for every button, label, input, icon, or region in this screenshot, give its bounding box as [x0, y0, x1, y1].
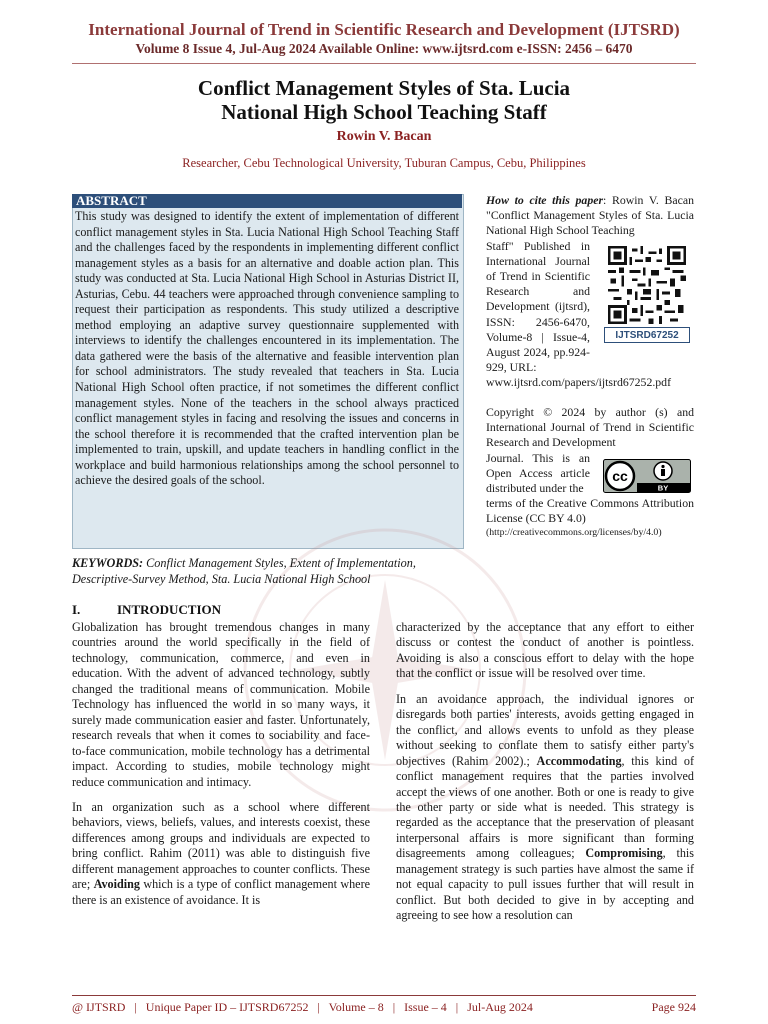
journal-volume-line: Volume 8 Issue 4, Jul-Aug 2024 Available Online: www.ijtsrd.com e-ISSN: 2456 – 6470 [135, 41, 633, 56]
keywords-text: Conflict Management Styles, Extent of Implementation, Descriptive-Survey Method, Sta. Lucia National High School [72, 556, 416, 586]
header-divider [72, 63, 696, 64]
body-paragraph: Globalization has brought tremendous changes in many countries around the world specifically in the field of technology, communication, commerce, and even in education. With the advent of advanced technology, subtly changed the traditional means of communication. Mobile Technology has influenced the world in so many ways, it surely made communication easier and faster. Unfortunately, research reveals that when it comes to sociability and face-to-face communication, mobile technology has a detrimental impact. According to studies, mobile technology might reduce communication and intimacy. [72, 620, 370, 789]
copyright-text-top: Copyright © 2024 by author (s) and International Journal of Trend in Scientific Research and Development [486, 405, 694, 450]
journal-name: International Journal of Trend in Scientific Research and Development (IJTSRD) [88, 20, 680, 39]
creative-commons-icon [603, 459, 691, 493]
paper-title [0, 76, 768, 124]
paper-title-line2: National High School Teaching Staff [221, 100, 547, 124]
page-footer [72, 1000, 696, 1015]
copyright-text-narrow: Journal. This is an Open Access article distributed under the [486, 450, 590, 496]
citation-url[interactable]: www.ijtsrd.com/papers/ijtsrd67252.pdf [486, 375, 672, 390]
abstract-heading: ABSTRACT [72, 194, 462, 208]
svg-text:cc: cc [612, 468, 628, 484]
qr-code-icon [608, 246, 686, 324]
abstract-text: This study was designed to identify the extent of implementation of different conflict management styles in Sta. Lucia National High School Teaching Staff and the challenges faced by the respondents in implementing different conflict management styles as a basis for an alternative and doable action plan. This study was conducted at Sta. Lucia National High School in Asturias District II, Asturias, Cebu. 44 teachers were approached through convenience sampling to request their participation as respondents. This study utilized a descriptive method employing an adaptive survey questionnaire supplemented with interviews to identify the challenges encountered in its implementation. The data gathered were the basis of the alternative and feasible intervention plan for school administrators. The study revealed that teachers in Sta. Lucia National High School often practice, if not sometimes the different conflict management styles. None of the teachers in the school always practiced conflict management styles in facing and resolving the issues and concerns in the school therefore it is recommended that the crafted intervention plan be implemented to train, upskill, and update teachers in handling conflict in the workplace and build harmonious relationships among the school personnel to achieve the desired goals of the school. [75, 209, 459, 488]
copyright-text-bottom: terms of the Creative Commons Attribution License (CC BY 4.0) [486, 496, 694, 526]
body-paragraph: characterized by the acceptance that any effort to either discuss or contest the conduct of another is pointless. Avoiding is also a conscious effort to delay with the hope that the conflict or issue will be resolved over time. [396, 620, 694, 681]
body-column-right [396, 620, 694, 934]
paper-author: Rowin V. Bacan [336, 129, 432, 144]
keywords [72, 555, 472, 587]
license-url[interactable]: (http://creativecommons.org/licenses/by/4.0) [486, 527, 662, 538]
section-title: INTRODUCTION [117, 602, 222, 617]
body-paragraph: In an avoidance approach, the individual ignores or disregards both parties' interests, avoids getting engaged in the conflict, and allows events to unfold as they please without seeking to conflate them to satisfy either party's objectives (Rahim 2002).; Accommodating, this kind of conflict management requires that the parties involved accept the views of one another. Both or one is ready to give the other party or side what is needed. This strategy is regarded as the acceptance that the preservation of pleasant interpersonal affairs is more significant than forming disagreements among colleagues; Compromising, this management strategy is such parties have almost the same if not equal capacity to pull issues further that will result in conflict. But both decided to give in by accepting and agreeing to see how a resolution can [396, 691, 694, 923]
page-number: Page 924 [651, 1000, 696, 1014]
paper-id-badge: IJTSRD67252 [604, 327, 690, 343]
body-column-left [72, 620, 370, 918]
footer-text: @ IJTSRD | Unique Paper ID – IJTSRD67252 | Volume – 8 | Issue – 4 | Jul-Aug 2024 [72, 1000, 533, 1014]
footer-divider [72, 995, 696, 996]
paper-title-line1: Conflict Management Styles of Sta. Lucia [197, 76, 571, 100]
citation-label: How to cite this paper [486, 193, 604, 207]
body-paragraph: In an organization such as a school where different behaviors, views, beliefs, values, and interests coexist, these differences among groups and individuals are expected to bring conflict. Rahim (2011) was able to distinguish five different management approaches to counter conflicts. These are; Avoiding which is a type of conflict management where there is an existence of avoidance. It is [72, 799, 370, 907]
cc-by-label: BY [657, 483, 669, 493]
author-affiliation: Researcher, Cebu Technological University, Tuburan Campus, Cebu, Philippines [182, 156, 586, 170]
citation-text-top: : Rowin V. Bacan "Conflict Management Styles of Sta. Lucia National High School Teaching [486, 193, 694, 238]
keywords-label: KEYWORDS: [72, 556, 144, 570]
section-number: I. [72, 602, 81, 617]
section-heading-introduction [72, 602, 221, 618]
citation-text-narrow: Staff" Published in International Journal of Trend in Scientific Research and Development (ijtsrd), ISSN: 2456-6470, Volume-8 | Issue-4, August 2024, pp.924-929, URL: [486, 238, 590, 375]
